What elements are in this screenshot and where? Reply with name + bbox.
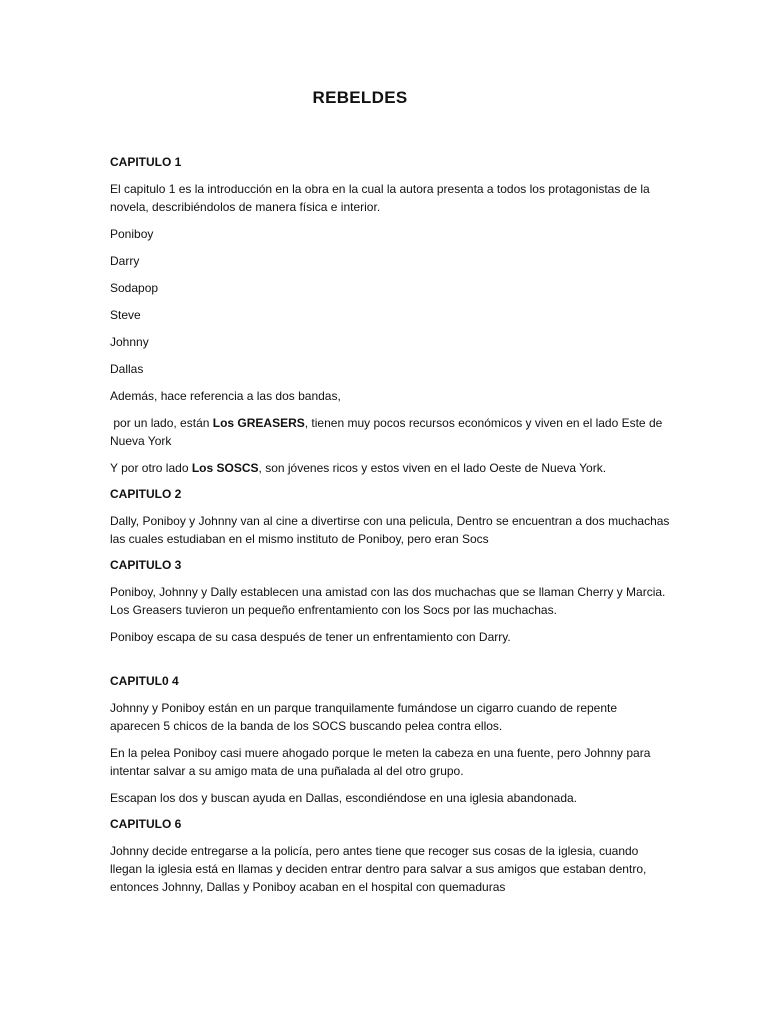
chapter-2-heading: CAPITULO 2 — [110, 487, 182, 501]
bands-intro: Además, hace referencia a las dos bandas, — [110, 389, 341, 403]
chapter-6-heading: CAPITULO 6 — [110, 817, 182, 831]
section-spacer — [110, 655, 670, 673]
character-steve: Steve — [110, 308, 141, 322]
socs-paragraph — [110, 459, 670, 477]
character-poniboy: Poniboy — [110, 227, 154, 241]
chapter-4-paragraph-3: Escapan los dos y buscan ayuda en Dallas, escondiéndose en una iglesia abandonada. — [110, 791, 578, 805]
greasers-name: Los GREASERS — [212, 416, 305, 430]
chapter-4-paragraph-1: Johnny y Poniboy están en un parque tranquilamente fumándose un cigarro cuando de repente aparecen 5 chicos de la banda de los SOCS buscando pelea contra ellos. — [110, 701, 618, 733]
character-dallas: Dallas — [110, 362, 144, 376]
character-darry: Darry — [110, 254, 140, 268]
document-page — [110, 88, 670, 905]
chapter-1-intro: El capitulo 1 es la introducción en la obra en la cual la autora presenta a todos los protagonistas de la novela, describiéndolos de manera física e interior. — [110, 182, 650, 214]
chapter-6-paragraph-1: Johnny decide entregarse a la policía, pero antes tiene que recoger sus cosas de la iglesia, cuando llegan la iglesia está en llamas y deciden entrar dentro para salvar a sus amigos que estaban dentro, entonces Johnny, Dallas y Poniboy acaban en el hospital con quemaduras — [110, 844, 647, 894]
chapter-4-heading: CAPITUL0 4 — [110, 674, 179, 688]
chapter-3-paragraph-2: Poniboy escapa de su casa después de tener un enfrentamiento con Darry. — [110, 630, 511, 644]
chapter-4-paragraph-2: En la pelea Poniboy casi muere ahogado porque le meten la cabeza en una fuente, pero Johnny para intentar salvar a su amigo mata de una puñalada al del otro grupo. — [110, 746, 651, 778]
socs-name: Los SOSCS — [191, 461, 259, 475]
socs-post: , son jóvenes ricos y estos viven en el lado Oeste de Nueva York. — [258, 461, 607, 475]
character-johnny: Johnny — [110, 335, 149, 349]
chapter-2-paragraph-1: Dally, Poniboy y Johnny van al cine a divertirse con una pelicula, Dentro se encuentran a dos muchachas las cuales estudiaban en el mismo instituto de Poniboy, pero eran Socs — [110, 514, 670, 546]
greasers-paragraph — [110, 414, 670, 450]
socs-pre: Y por otro lado — [110, 461, 192, 475]
greasers-post: , tienen muy pocos recursos económicos y viven en el lado Este de Nueva York — [110, 416, 666, 448]
character-sodapop: Sodapop — [110, 281, 159, 295]
greasers-pre: por un lado, están — [110, 416, 213, 430]
document-title: REBELDES — [312, 88, 408, 107]
chapter-3-paragraph-1: Poniboy, Johnny y Dally establecen una amistad con las dos muchachas que se llaman Cherry y Marcia. Los Greasers tuvieron un pequeño enfrentamiento con los Socs por las muchachas. — [110, 585, 666, 617]
chapter-3-heading: CAPITULO 3 — [110, 558, 182, 572]
chapter-1-heading: CAPITULO 1 — [110, 155, 182, 169]
